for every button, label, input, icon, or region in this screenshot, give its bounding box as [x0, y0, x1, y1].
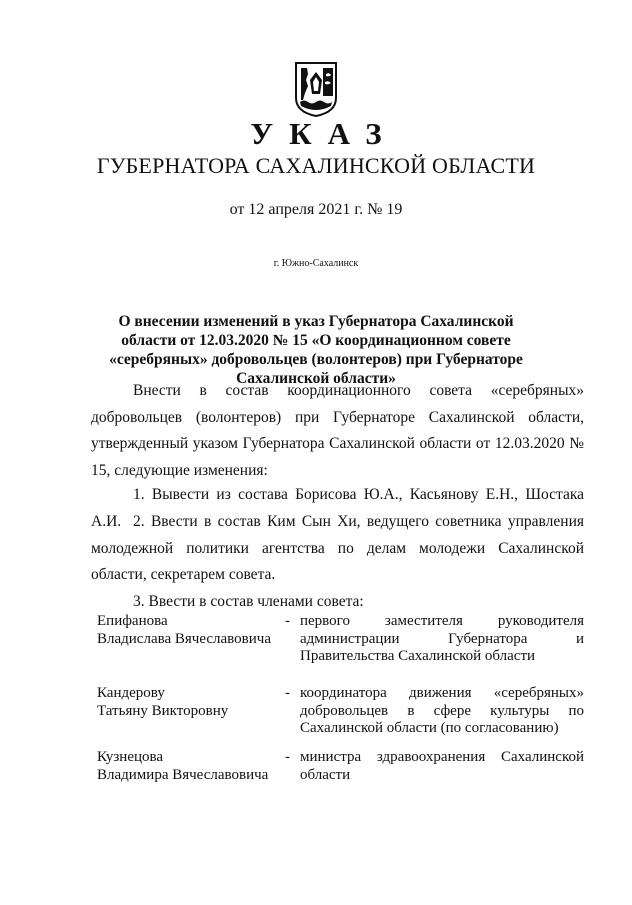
member-surname: Кузнецова: [97, 749, 164, 765]
member-name: [97, 749, 292, 784]
member-role: координатора движения «серебряных» добровольцев в сфере культуры по Сахалинской области (по согласованию): [300, 685, 584, 736]
member-given-names: Владимира Вячеславовича: [97, 766, 269, 783]
member-given-names: Татьяну Викторовну: [97, 702, 229, 719]
member-dash: -: [285, 613, 290, 629]
body-item-3: 3. Ввести в состав членами совета:: [133, 593, 364, 610]
body-item-2: 2. Ввести в состав Ким Сын Хи, ведущего советника управления молодежной политики агентства по делам молодежи Сахалинской области, секретарем совета.: [91, 513, 584, 583]
decree-date-number: от 12 апреля 2021 г. № 19: [229, 201, 403, 218]
member-surname: Епифанова: [97, 613, 168, 629]
member-name: [97, 613, 292, 648]
member-role: первого заместителя руководителя администрации Губернатора и Правительства Сахалинской области: [300, 613, 584, 664]
sakhalin-coat-of-arms-icon: [293, 60, 339, 118]
decree-heading: О внесении изменений в указ Губернатора Сахалинской области от 12.03.2020 № 15 «О координационном совете «серебряных» добровольцев (волонтеров) при Губернаторе Сахалинской области»: [109, 313, 523, 387]
body-item-1: 1. Вывести из состава Борисова Ю.А., Касьянову Е.Н., Шостака А.И.: [91, 486, 584, 530]
decree-issuer: ГУБЕРНАТОРА САХАЛИНСКОЙ ОБЛАСТИ: [96, 153, 536, 178]
member-surname: Кандерову: [97, 685, 165, 701]
member-given-names: Владислава Вячеславовича: [97, 630, 271, 647]
member-role: министра здравоохранения Сахалинской области: [300, 749, 584, 783]
member-name: [97, 685, 292, 720]
member-dash: -: [285, 749, 290, 765]
decree-title: УКАЗ: [250, 116, 398, 151]
body-intro-paragraph: Внести в состав координационного совета «серебряных» добровольцев (волонтеров) при Губернаторе Сахалинской области, утвержденный указом Губернатора Сахалинской области от 12.03.2020 № 15, следующие изменения:: [91, 382, 584, 479]
member-dash: -: [285, 685, 290, 701]
decree-city: г. Южно-Сахалинск: [273, 258, 359, 269]
